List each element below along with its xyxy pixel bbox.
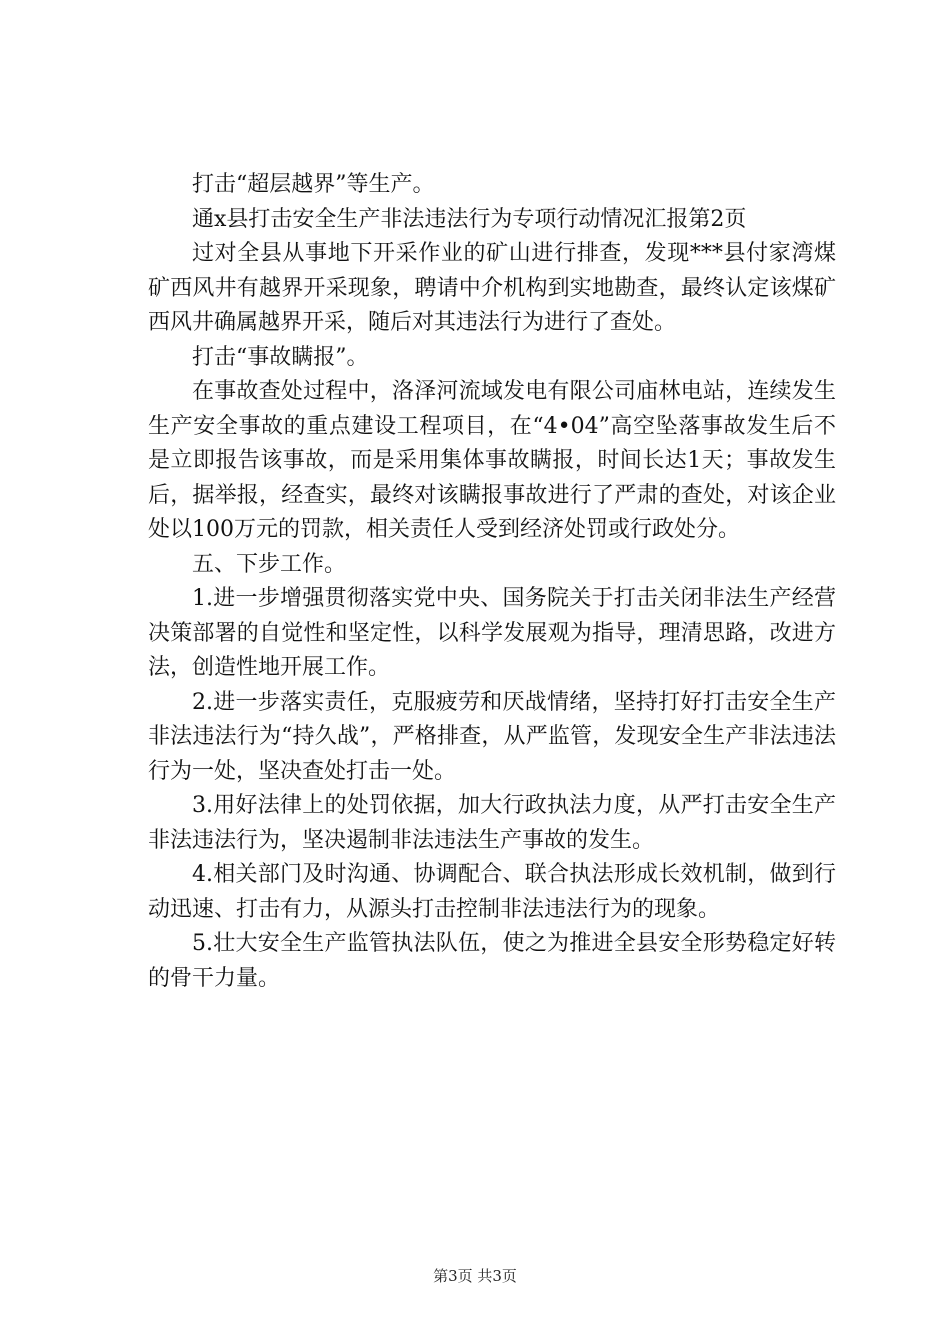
paragraph-step-1: 1.进一步增强贯彻落实党中央、国务院关于打击关闭非法生产经营决策部署的自觉性和坚定性，以科学发展观为指导，理清思路，改进方法，创造性地开展工作。 (148, 586, 836, 680)
paragraph-accident-case: 在事故查处过程中，洛泽河流域发电有限公司庙林电站，连续发生生产安全事故的重点建设工程项目，在“4•04”高空坠落事故发生后不是立即报告该事故，而是采用集体事故瞒报，时间长达1天；事故发生后，据举报，经查实，最终对该瞒报事故进行了严肃的查处，对该企业处以100万元的罚款，相关责任人受到经济处罚或行政处分。 (148, 379, 836, 542)
paragraph-step-3: 3.用好法律上的处罚依据，加大行政执法力度，从严打击安全生产非法违法行为，坚决遏制非法违法生产事故的发生。 (148, 793, 836, 853)
paragraph-report-title: 通x县打击安全生产非法违法行为专项行动情况汇报第2页 (192, 206, 747, 232)
paragraph-step-2: 2.进一步落实责任，克服疲劳和厌战情绪，坚持打好打击安全生产非法违法行为“持久战”，严格排查，从严监管，发现安全生产非法违法行为一处，坚决查处打击一处。 (148, 689, 836, 784)
paragraph-heading-concealment: 打击“事故瞒报”。 (192, 344, 369, 370)
paragraph-section-next-steps: 五、下步工作。 (192, 551, 347, 577)
paragraph-step-4: 4.相关部门及时沟通、协调配合、联合执法形成长效机制，做到行动迅速、打击有力，从源头打击控制非法违法行为的现象。 (148, 862, 836, 922)
page-footer (0, 1265, 950, 1286)
paragraph-step-5: 5.壮大安全生产监管执法队伍，使之为推进全县安全形势稳定好转的骨干力量。 (148, 931, 836, 991)
paragraph-heading-overreach: 打击“超层越界”等生产。 (192, 172, 435, 197)
paragraph-mine-inspection: 过对全县从事地下开采作业的矿山进行排查，发现***县付家湾煤矿西风井有越界开采现象，聘请中介机构到实地勘查，最终认定该煤矿西风井确属越界开采，随后对其违法行为进行了查处。 (148, 241, 836, 335)
page-number-indicator: 第3页 共3页 (433, 1267, 517, 1285)
document-body (148, 168, 836, 996)
